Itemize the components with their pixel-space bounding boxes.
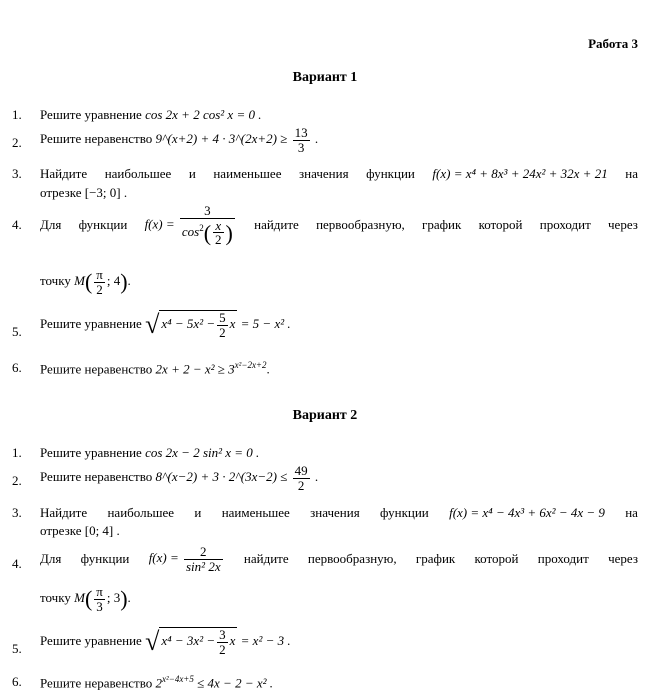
v1-item-3-formula: f(x) = x⁴ + 8x³ + 24x² + 32x + 21 [432, 166, 608, 181]
v1-item-1-number: 1. [12, 107, 22, 122]
v1-item-2: Решите неравенство 9^(x+2) + 4 · 3^(2x+2) ≥ $\frac{13}{3}$ . [40, 125, 319, 155]
v1-item-5-radical: √ x⁴ − 5x² − $\frac{5}{2}$ x [145, 310, 236, 340]
v1-item-4-number: 4. [12, 217, 22, 232]
v1-item-2-number: 2. [12, 135, 22, 150]
v1-item-4-formula: f(x) = 3 $\cos^2$( $\frac{x}{2}$ ) [144, 203, 233, 248]
v1-item-4-line2: точку M( $\frac{\pi}{2}$ ; 4). [40, 267, 131, 297]
v2-item-1: Решите уравнение cos 2x − 2 sin² x = 0 . [40, 445, 260, 460]
v1-item-2-fraction: $\frac{13}{3}$ [294, 125, 308, 155]
v2-item-3: Найдите наибольшее и наименьшее значения функции f(x) = x⁴ − 4x³ + 6x² − 4x − 9 на [40, 505, 638, 520]
v2-item-4-number: 4. [12, 556, 22, 571]
v2-item-4: Для функции f(x) = $\frac{2}{\text{sin² 2x}}$ найдите первообразную, график которой проходит через [40, 544, 638, 574]
v1-item-1-formula: cos 2x + 2 cos² x = 0 . [145, 107, 262, 122]
v1-item-5-number: 5. [12, 324, 22, 339]
v2-item-6-number: 6. [12, 674, 22, 689]
v1-item-3-line2: отрезке [−3; 0] . [40, 185, 128, 200]
work-title: Работа 3 [588, 36, 638, 51]
v1-item-6: Решите неравенство $2x + 2 - x^2 \ge 3^{x^2-2x+2}$. [40, 360, 270, 377]
v1-item-3: Найдите наибольшее и наименьшее значения функции f(x) = x⁴ + 8x³ + 24x² + 32x + 21 на [40, 166, 638, 181]
v2-item-2: Решите неравенство 8^(x−2) + 3 · 2^(3x−2) ≤ $\frac{49}{2}$ . [40, 463, 319, 493]
v1-item-1 [40, 107, 261, 123]
v1-item-2-formula: 9^(x+2) + 4 · 3^(2x+2) ≥ [155, 131, 288, 147]
v2-item-3-number: 3. [12, 505, 22, 520]
v1-item-5: Решите уравнение √ x⁴ − 5x² − $\frac{5}{2}$ x = 5 − x² . [40, 310, 291, 340]
v1-item-2-text: Решите неравенство [40, 131, 153, 147]
variant-2-title: Вариант 2 [292, 408, 358, 423]
v1-item-4: Для функции f(x) = 3 $\cos^2$( $\frac{x}{2}$ ) найдите первообразную, график которой проходит через [40, 203, 638, 248]
v1-item-3-number: 3. [12, 166, 22, 181]
variant-1-title: Вариант 1 [292, 70, 358, 85]
v2-item-5-number: 5. [12, 641, 22, 656]
v2-item-2-number: 2. [12, 473, 22, 488]
v2-item-4-line2: точку M( $\frac{\pi}{3}$ ; 3). [40, 584, 131, 614]
v1-item-6-number: 6. [12, 360, 22, 375]
v2-item-3-line2: отрезке [0; 4] . [40, 523, 120, 538]
v1-item-1-text: Решите уравнение [40, 107, 142, 122]
v2-item-1-number: 1. [12, 445, 22, 460]
v2-item-6: Решите неравенство $2^{x^2-4x+5} \le 4x - 2 - x^2$ . [40, 674, 274, 691]
v2-item-5: Решите уравнение √ x⁴ − 3x² − $\frac{3}{2}$ x = x² − 3 . [40, 627, 291, 657]
